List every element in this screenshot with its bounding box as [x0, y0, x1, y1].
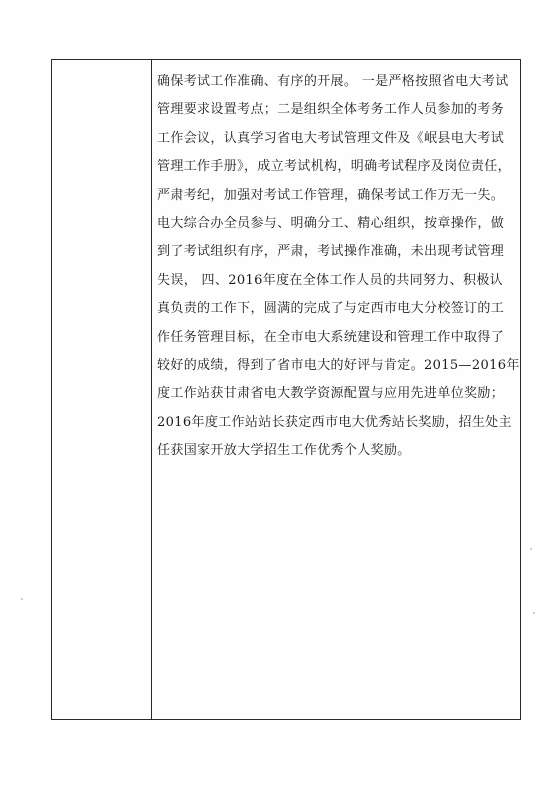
- scan-speck: [533, 612, 535, 614]
- text-line: 真负责的工作下，圆满的完成了与定西市电大分校签订的工: [157, 301, 505, 317]
- text-line: 严肃考纪，加强对考试工作管理，确保考试工作万无一失。: [157, 187, 505, 203]
- text-line: 工作会议，认真学习省电大考试管理文件及《岷县电大考试: [157, 130, 505, 146]
- text-line: 度工作站获甘肃省电大教学资源配置与应用先进单位奖励；: [157, 386, 505, 402]
- text-line: 到了考试组织有序，严肃，考试操作准确，未出现考试管理: [157, 244, 505, 260]
- text-line: 2016年度工作站站长获定西市电大优秀站长奖励，招生处主: [157, 414, 512, 430]
- text-line: 确保考试工作准确、有序的开展。 一是严格按照省电大考试: [157, 74, 509, 89]
- column-divider: [151, 60, 152, 719]
- text-line: 作任务管理目标，在全市电大系统建设和管理工作中取得了: [157, 329, 505, 345]
- text-line: 管理工作手册》，成立考试机构，明确考试程序及岗位责任，: [157, 159, 511, 175]
- content-paragraph: [157, 68, 520, 466]
- text-line: 较好的成绩，得到了省市电大的好评与肯定。2015—2016年: [157, 358, 520, 374]
- form-table: [51, 59, 521, 720]
- text-line: 电大综合办全员参与、明确分工、精心组织，按章操作，做: [157, 216, 505, 232]
- label-column-cell: [52, 60, 151, 719]
- text-line: 管理要求设置考点；二是组织全体考务工作人员参加的考务: [157, 102, 505, 118]
- text-line: 任获国家开放大学招生工作优秀个人奖励。: [157, 443, 411, 459]
- content-cell: [157, 68, 520, 466]
- scan-speck: [530, 548, 532, 550]
- text-line: 失误， 四、2016年度在全体工作人员的共同努力、积极认: [157, 272, 504, 288]
- scan-speck: [21, 598, 23, 600]
